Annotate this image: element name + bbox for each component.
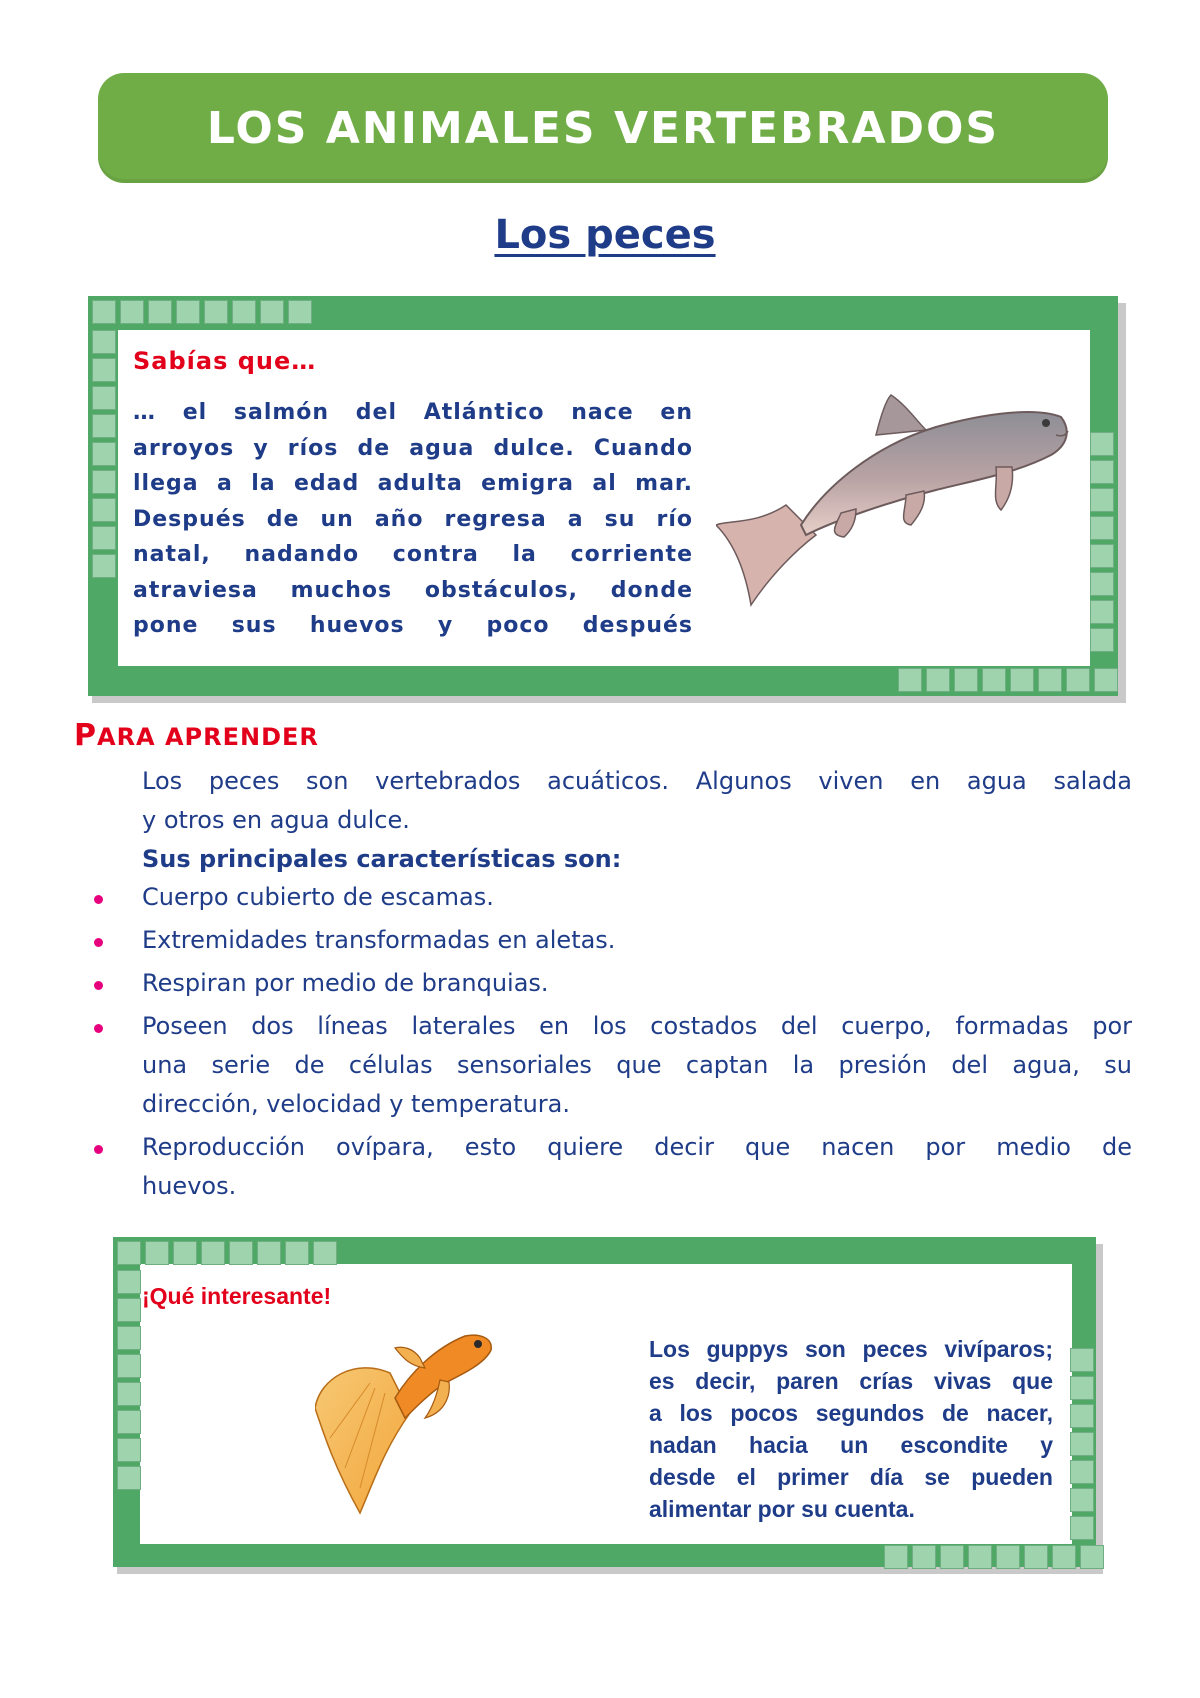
text-line: es decir, paren crías vivas que [649, 1368, 1053, 1394]
list-item [88, 1128, 1132, 1206]
list-item-text: huevos. [142, 1172, 237, 1200]
text-line: alimentar por su cuenta. [649, 1496, 915, 1522]
list-item-text: Poseen dos líneas laterales en los costados del cuerpo, formadas por [142, 1012, 1132, 1040]
features-heading: Sus principales características son: [142, 845, 622, 873]
list-item [88, 878, 1132, 917]
frame-tiles-left [92, 330, 116, 578]
list-item-text: Extremidades transformadas en aletas. [142, 926, 616, 954]
list-item-text: una serie de células sensoriales que captan la presión del agua, su [142, 1051, 1132, 1079]
list-item [88, 964, 1132, 1003]
frame-tiles-top [92, 300, 312, 324]
intro-line: Los peces son vertebrados acuáticos. Algunos viven en agua salada [142, 767, 1132, 795]
frame-tiles-top [117, 1241, 337, 1265]
text-line: Después de un año regresa a su río [133, 506, 693, 532]
learn-heading-initial: P [74, 718, 97, 753]
text-line: nadan hacia un escondite y [649, 1432, 1053, 1458]
text-line: a los pocos segundos de nacer, [649, 1400, 1053, 1426]
text-line: natal, nadando contra la corriente [133, 542, 693, 567]
text-line: Los guppys son peces vivíparos; [649, 1336, 1053, 1362]
list-item [88, 1007, 1132, 1124]
text-line: pone sus huevos y poco después [133, 613, 693, 638]
frame-tiles-bottom [884, 1545, 1104, 1569]
list-item-text: dirección, velocidad y temperatura. [142, 1090, 570, 1118]
frame-tiles-right [1070, 1348, 1094, 1540]
title-banner [98, 73, 1108, 183]
page-title: LOS ANIMALES VERTEBRADOS [206, 102, 1000, 154]
list-item [88, 921, 1132, 960]
guppy-icon [315, 1318, 495, 1518]
intro-line: y otros en agua dulce. [142, 806, 410, 834]
bullet-icon [94, 1024, 103, 1033]
interesting-title: ¡Qué interesante! [142, 1283, 332, 1309]
text-line: … el salmón del Atlántico nace en [133, 400, 693, 425]
text-line: llega a la edad adulta emigra al mar. [133, 471, 693, 496]
bullet-icon [94, 938, 103, 947]
salmon-icon [716, 385, 1072, 615]
list-item-text: Respiran por medio de branquias. [142, 969, 549, 997]
list-item-text: Cuerpo cubierto de escamas. [142, 883, 494, 911]
learn-heading [74, 718, 319, 753]
text-line: atraviesa muchos obstáculos, donde [133, 577, 693, 603]
learn-intro [142, 762, 1132, 879]
bullet-icon [94, 895, 103, 904]
list-item-text: Reproducción ovípara, esto quiere decir que nacen por medio de [142, 1133, 1132, 1161]
frame-tiles-bottom [898, 668, 1118, 692]
text-line: arroyos y ríos de agua dulce. Cuando [133, 435, 693, 461]
features-list [88, 878, 1132, 1210]
bullet-icon [94, 1145, 103, 1154]
learn-heading-rest: ARA APRENDER [97, 723, 319, 751]
text-line: desde el primer día se pueden [649, 1464, 1053, 1490]
did-you-know-title: Sabías que… [133, 347, 317, 375]
frame-tiles-left [117, 1270, 141, 1490]
did-you-know-text [133, 395, 693, 644]
bullet-icon [94, 981, 103, 990]
frame-tiles-right [1090, 432, 1114, 652]
interesting-text [649, 1333, 1053, 1525]
section-subtitle: Los peces [494, 212, 716, 258]
